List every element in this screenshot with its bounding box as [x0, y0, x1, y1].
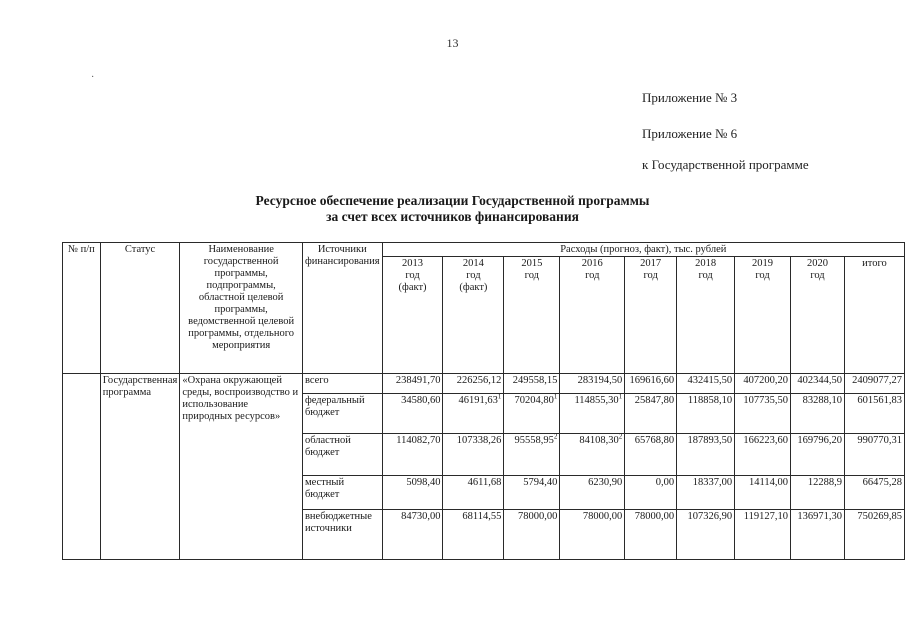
funding-source: федеральный бюджет	[302, 394, 382, 434]
header-year-year: 2018	[695, 258, 717, 269]
header-year-2015	[504, 257, 560, 374]
header-year-2014	[443, 257, 504, 374]
header-total: итого	[844, 257, 904, 374]
value-cell: 402344,50	[791, 374, 845, 394]
header-year-2016	[560, 257, 625, 374]
value-cell: 432415,50	[677, 374, 735, 394]
page-number: 13	[446, 36, 459, 50]
value-cell: 84730,00	[382, 510, 443, 560]
value-cell: 407200,20	[735, 374, 791, 394]
value-cell: 136971,30	[791, 510, 845, 560]
value-cell: 226256,12	[443, 374, 504, 394]
header-year-2013	[382, 257, 443, 374]
value-cell: 34580,60	[382, 394, 443, 434]
scan-dot: ·	[91, 72, 95, 83]
header-year-year: 2020	[806, 258, 828, 269]
document-title	[0, 193, 905, 225]
header-year-year: 2013	[402, 258, 424, 269]
header-year-sub: год	[755, 270, 770, 281]
header-year-sub: год	[405, 270, 420, 281]
value-cell: 114082,70	[382, 434, 443, 476]
table-body	[63, 374, 905, 560]
value-total: 66475,28	[844, 476, 904, 510]
value-cell: 107326,90	[677, 510, 735, 560]
header-year-2018	[677, 257, 735, 374]
value-cell: 114855,30$^1$	[560, 394, 625, 434]
header-expenses: Расходы (прогноз, факт), тыс. рублей	[382, 243, 904, 257]
value-cell: 25847,80	[625, 394, 677, 434]
header-year-sub: год	[466, 270, 481, 281]
value-cell: 169616,60	[625, 374, 677, 394]
header-year-sub: год	[810, 270, 825, 281]
header-num: № п/п	[63, 243, 101, 374]
value-cell: 107338,26	[443, 434, 504, 476]
funding-source: областной бюджет	[302, 434, 382, 476]
header-year-note: (факт)	[398, 282, 427, 293]
header-year-year: 2015	[521, 258, 543, 269]
value-cell: 78000,00	[625, 510, 677, 560]
header-year-2017	[625, 257, 677, 374]
header-year-year: 2017	[640, 258, 662, 269]
value-cell: 78000,00	[504, 510, 560, 560]
funding-source: местный бюджет	[302, 476, 382, 510]
header-year-note: (факт)	[459, 282, 488, 293]
header-year-sub: год	[643, 270, 658, 281]
value-cell: 6230,90	[560, 476, 625, 510]
header-year-2020	[791, 257, 845, 374]
value-cell: 5794,40	[504, 476, 560, 510]
header-year-sub: год	[524, 270, 540, 281]
table-row	[63, 374, 905, 394]
program-status: Государственная программа	[100, 374, 180, 560]
header-year-2019	[735, 257, 791, 374]
header-year-year: 2014	[462, 258, 484, 269]
header-year-year: 2019	[752, 258, 774, 269]
value-total: 750269,85	[844, 510, 904, 560]
value-cell: 118858,10	[677, 394, 735, 434]
value-cell: 68114,55	[443, 510, 504, 560]
value-cell: 14114,00	[735, 476, 791, 510]
funding-source: всего	[302, 374, 382, 394]
header-name: Наименование государственной программы, подпрограммы, областной целевой программы, ведомственной целевой программы, отдельного мероприятия	[180, 243, 303, 374]
value-cell: 84108,30$^2$	[560, 434, 625, 476]
value-cell: 46191,63$^1$	[443, 394, 504, 434]
value-cell: 5098,40	[382, 476, 443, 510]
value-cell: 249558,15	[504, 374, 560, 394]
header-year-sub: год	[698, 270, 713, 281]
value-cell: 83288,10	[791, 394, 845, 434]
value-cell: 166223,60	[735, 434, 791, 476]
value-cell: 78000,00	[560, 510, 625, 560]
header-year-sub: год	[585, 270, 600, 281]
program-name: «Охрана окружающей среды, воспроизводство и использование природных ресурсов»	[180, 374, 303, 560]
appendix-line-3: к Государственной программе	[642, 157, 809, 172]
value-total: 2409077,27	[844, 374, 904, 394]
value-cell: 65768,80	[625, 434, 677, 476]
appendix-line-1: Приложение № 3	[642, 90, 738, 105]
funding-source: внебюджетные источники	[302, 510, 382, 560]
value-cell: 238491,70	[382, 374, 443, 394]
value-cell: 70204,80$^1$	[504, 394, 560, 434]
value-total: 990770,31	[844, 434, 904, 476]
value-cell: 107735,50	[735, 394, 791, 434]
row-num-cell	[63, 374, 101, 560]
title-line-1: Ресурсное обеспечение реализации Государственной программы	[255, 193, 650, 208]
value-cell: 95558,95$^2$	[504, 434, 560, 476]
value-cell: 119127,10	[735, 510, 791, 560]
header-year-year: 2016	[581, 258, 603, 269]
value-total: 601561,83	[844, 394, 904, 434]
value-cell: 187893,50	[677, 434, 735, 476]
value-cell: 169796,20	[791, 434, 845, 476]
header-status: Статус	[100, 243, 180, 374]
value-cell: 283194,50	[560, 374, 625, 394]
value-cell: 4611,68	[443, 476, 504, 510]
budget-table	[62, 242, 905, 560]
value-cell: 0,00	[625, 476, 677, 510]
value-cell: 18337,00	[677, 476, 735, 510]
appendix-line-2: Приложение № 6	[642, 126, 738, 141]
value-cell: 12288,9	[791, 476, 845, 510]
title-line-2: за счет всех источников финансирования	[326, 209, 579, 224]
header-sources: Источники финансирования	[302, 243, 382, 374]
